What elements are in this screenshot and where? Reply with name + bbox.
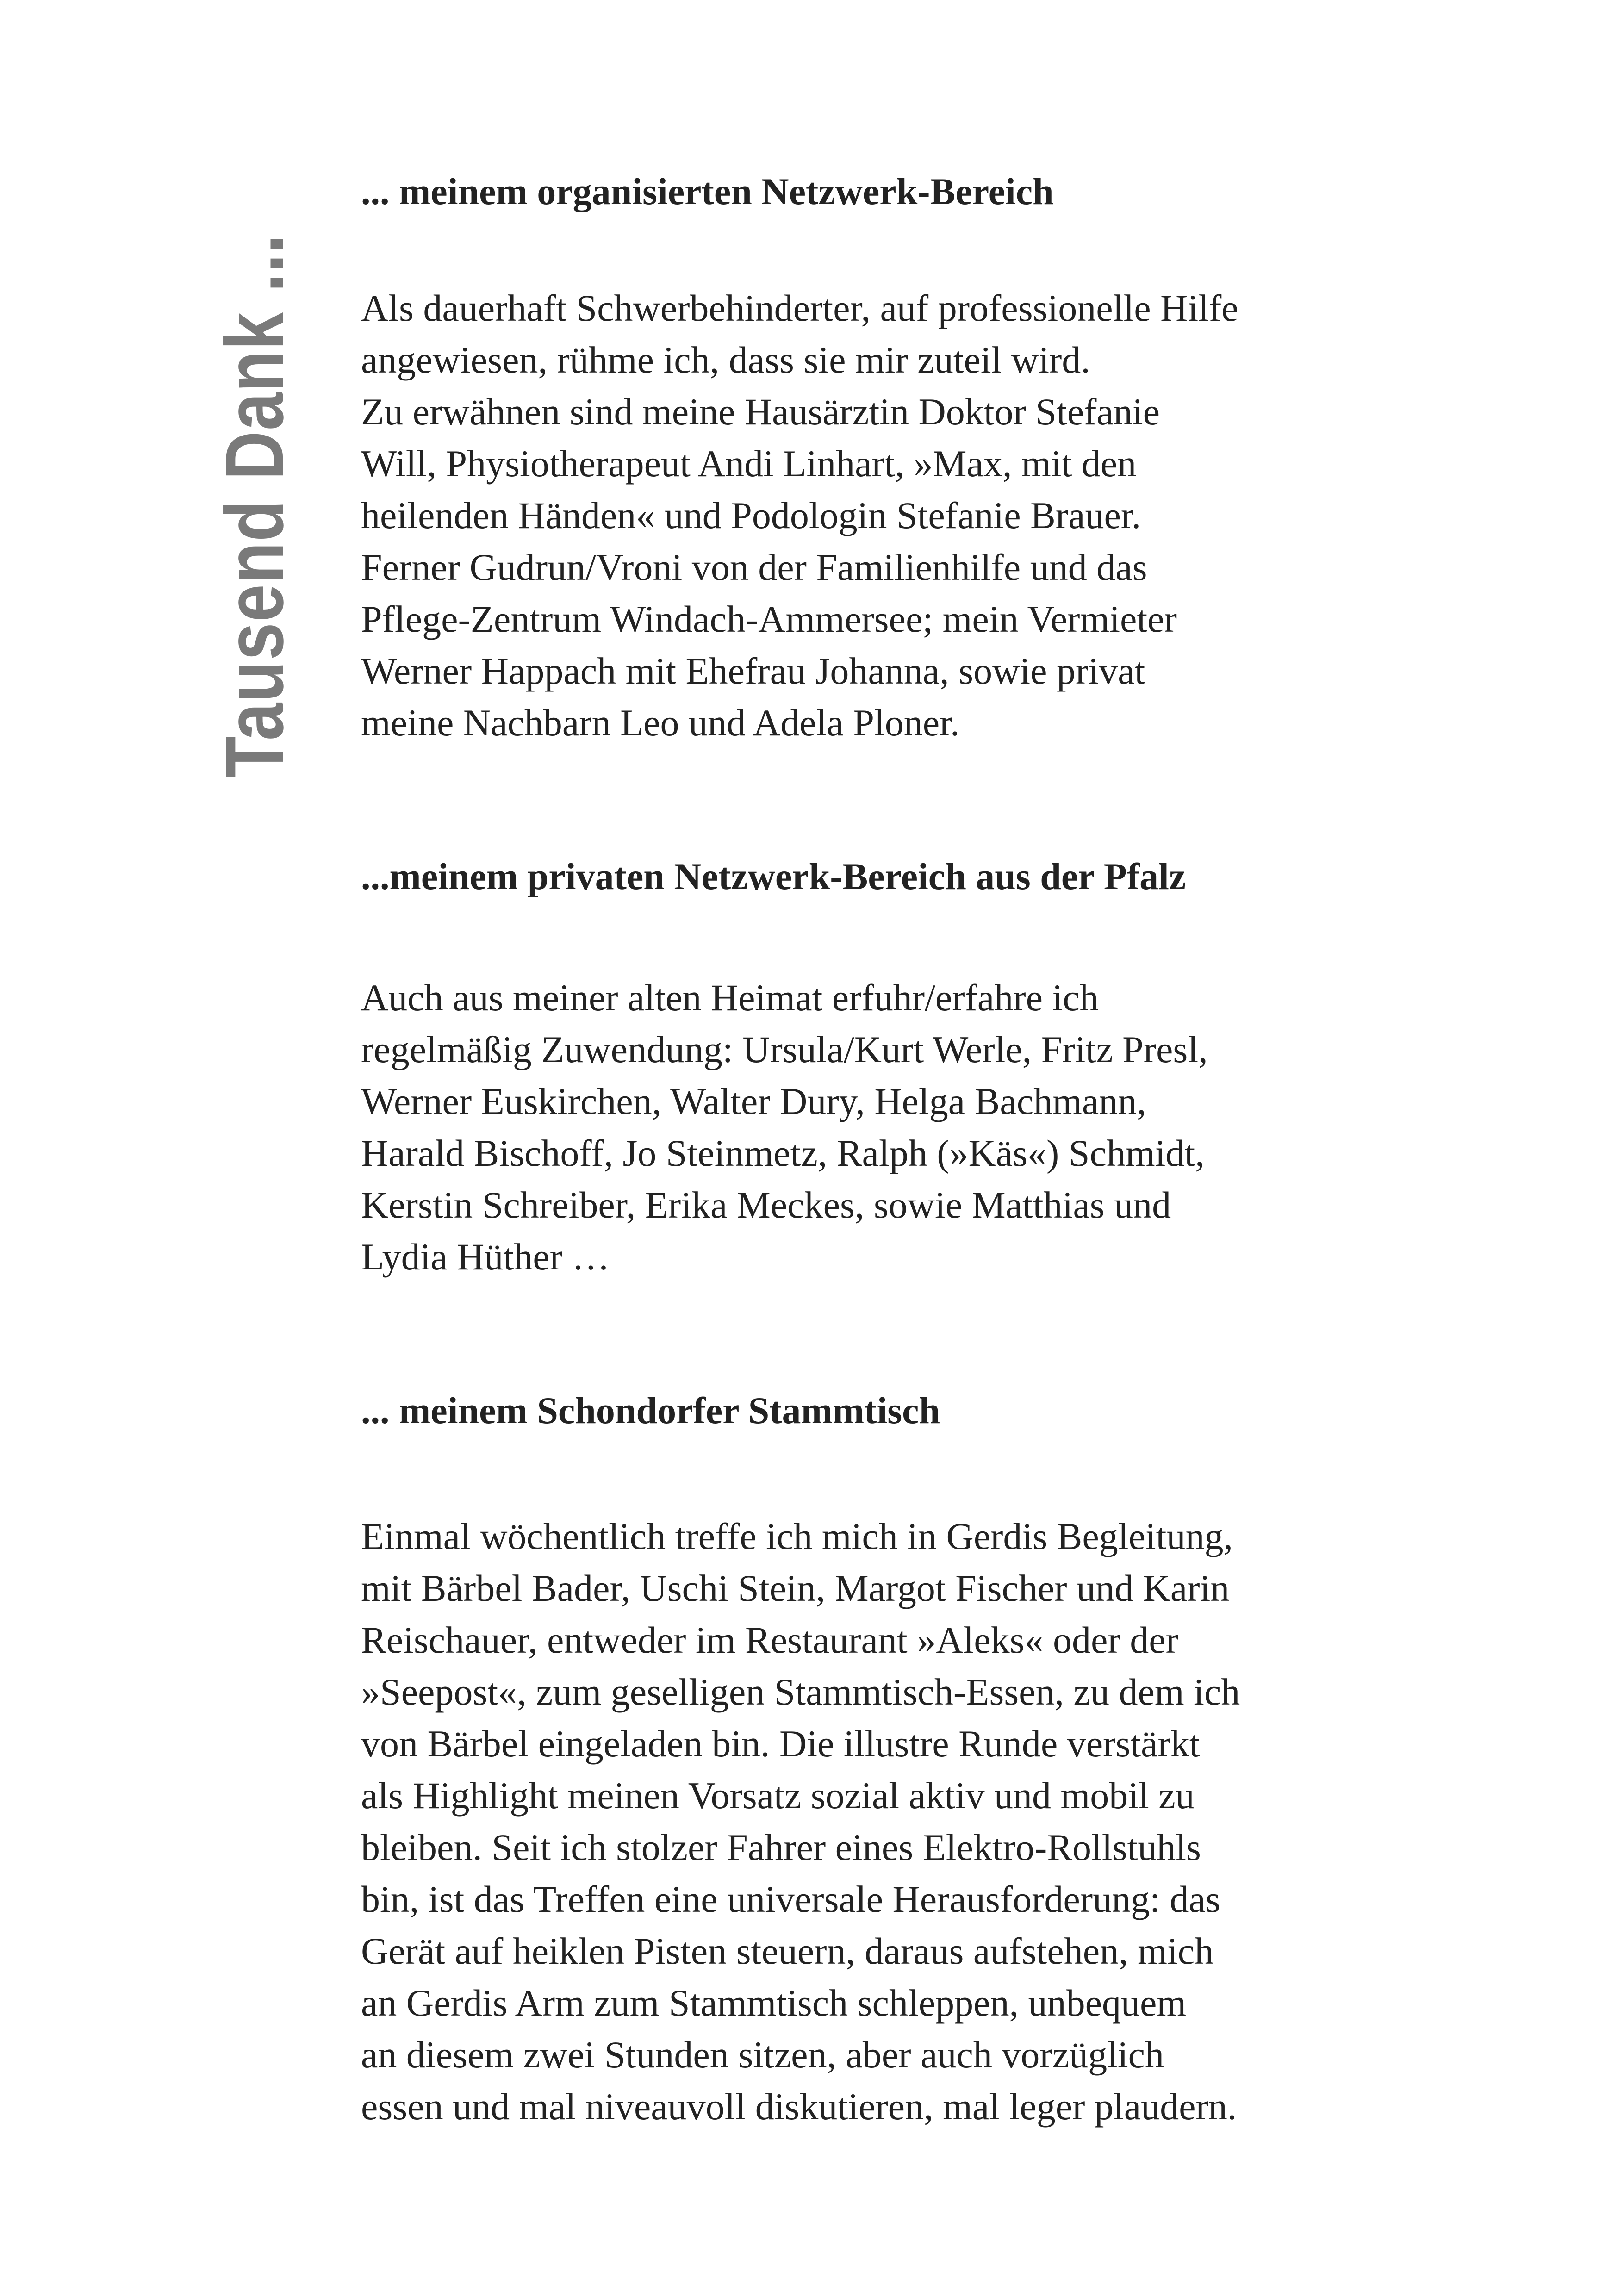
text-line: Einmal wöchentlich treffe ich mich in Gerdis Begleitung, — [361, 1515, 1233, 1557]
section-body — [361, 1511, 1435, 2133]
text-line: Zu erwähnen sind meine Hausärztin Doktor Stefanie — [361, 391, 1160, 433]
text-line: Werner Happach mit Ehefrau Johanna, sowie privat — [361, 650, 1145, 692]
page-content — [361, 153, 1435, 2133]
section-stammtisch — [361, 1385, 1435, 2133]
text-line: Lydia Hüther … — [361, 1236, 610, 1278]
text-line: meine Nachbarn Leo und Adela Ploner. — [361, 702, 960, 744]
text-line: regelmäßig Zuwendung: Ursula/Kurt Werle, Fritz Presl, — [361, 1028, 1208, 1070]
section-organized-network — [361, 166, 1435, 749]
text-line: Als dauerhaft Schwerbehinderter, auf professionelle Hilfe — [361, 287, 1238, 329]
text-line: Auch aus meiner alten Heimat erfuhr/erfahre ich — [361, 977, 1099, 1019]
section-body — [361, 972, 1435, 1283]
section-body — [361, 282, 1435, 749]
text-line: an diesem zwei Stunden sitzen, aber auch vorzüglich — [361, 2034, 1164, 2076]
text-line: bin, ist das Treffen eine universale Herausforderung: das — [361, 1878, 1220, 1920]
text-line: von Bärbel eingeladen bin. Die illustre Runde verstärkt — [361, 1723, 1200, 1765]
text-line: Werner Euskirchen, Walter Dury, Helga Bachmann, — [361, 1080, 1146, 1122]
text-line: Reischauer, entweder im Restaurant »Aleks« oder der — [361, 1619, 1178, 1661]
text-line: als Highlight meinen Vorsatz sozial aktiv und mobil zu — [361, 1774, 1195, 1817]
text-line: essen und mal niveauvoll diskutieren, mal leger plaudern. — [361, 2085, 1237, 2128]
text-line: an Gerdis Arm zum Stammtisch schleppen, unbequem — [361, 1982, 1187, 2024]
text-line: Will, Physiotherapeut Andi Linhart, »Max, mit den — [361, 442, 1137, 485]
text-line: Ferner Gudrun/Vroni von der Familienhilfe und das — [361, 546, 1147, 588]
section-private-network-pfalz — [361, 851, 1435, 1283]
text-line: bleiben. Seit ich stolzer Fahrer eines Elektro-Rollstuhls — [361, 1826, 1201, 1868]
section-heading: ... meinem organisierten Netzwerk-Bereich — [361, 170, 1054, 212]
side-title: Tausend Dank ... — [208, 233, 300, 778]
text-line: Gerät auf heiklen Pisten steuern, daraus aufstehen, mich — [361, 1930, 1214, 1972]
text-line: heilenden Händen« und Podologin Stefanie Brauer. — [361, 494, 1141, 536]
section-heading: ...meinem privaten Netzwerk-Bereich aus der Pfalz — [361, 855, 1186, 897]
text-line: Kerstin Schreiber, Erika Meckes, sowie Matthias und — [361, 1184, 1171, 1226]
text-line: angewiesen, rühme ich, dass sie mir zuteil wird. — [361, 339, 1090, 381]
text-line: »Seepost«, zum geselligen Stammtisch-Essen, zu dem ich — [361, 1671, 1240, 1713]
text-line: Pflege-Zentrum Windach-Ammersee; mein Vermieter — [361, 598, 1177, 640]
text-line: mit Bärbel Bader, Uschi Stein, Margot Fischer und Karin — [361, 1567, 1230, 1609]
text-line: Harald Bischoff, Jo Steinmetz, Ralph (»Käs«) Schmidt, — [361, 1132, 1205, 1174]
section-heading: ... meinem Schondorfer Stammtisch — [361, 1389, 940, 1431]
